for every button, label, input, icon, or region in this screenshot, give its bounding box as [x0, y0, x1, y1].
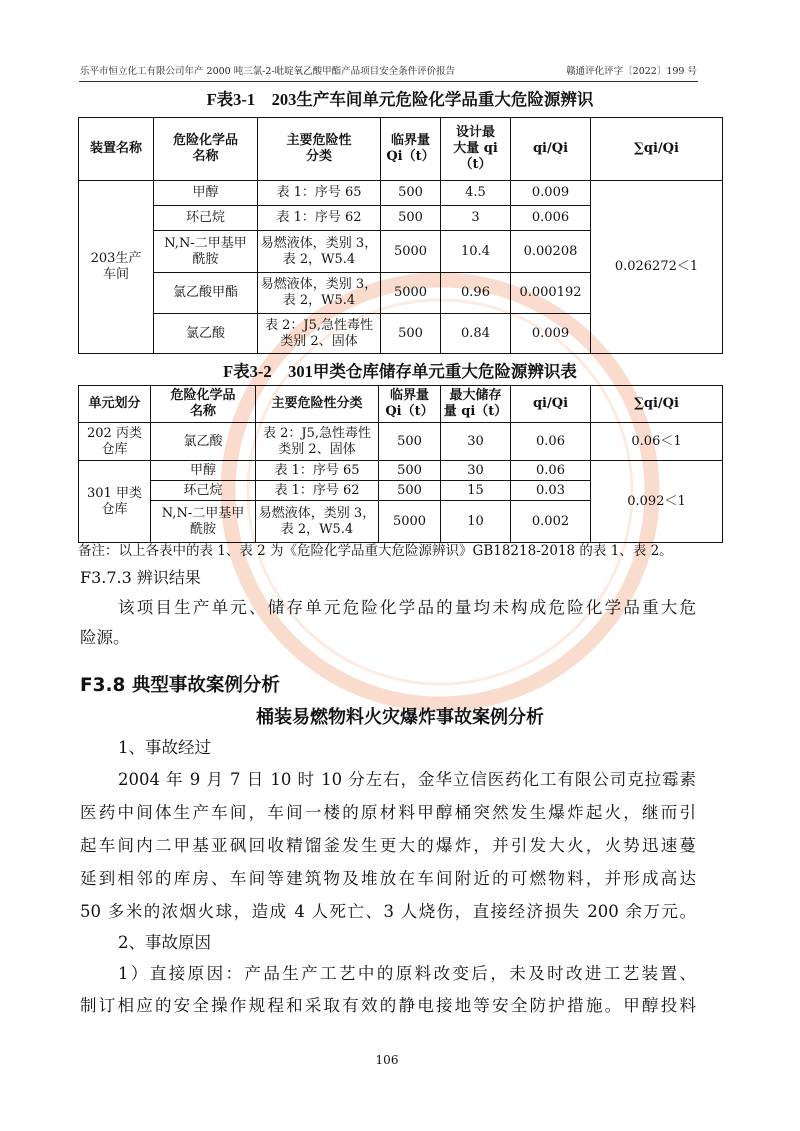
section-heading-f38: F3.8 典型事故案例分析: [80, 675, 280, 696]
max-storage-cell: 10: [441, 501, 511, 543]
unit-cell: 203生产 车间: [79, 181, 154, 354]
hazard-class-cell: 表 1：序号 65: [258, 181, 381, 206]
paragraph-line: 1）直接原因：产品生产工艺中的原料改变后，未及时改进工艺装置、: [118, 964, 696, 983]
column-header-chemical: 危险化学品 名称: [151, 386, 256, 423]
ratio-cell: 0.000192: [511, 273, 591, 314]
max-quantity-cell: 3: [441, 206, 511, 231]
critical-quantity-cell: 500: [381, 314, 441, 354]
critical-quantity-cell: 5000: [381, 231, 441, 273]
table2-caption: F表3-2 301甲类仓库储存单元重大危险源辨识表: [223, 362, 577, 381]
hazard-class-cell: 表 1：序号 62: [258, 206, 381, 231]
column-header-hazard-class: 主要危险性分类: [256, 386, 379, 423]
column-header-max-quantity: 设计最 大量 qi （t）: [441, 118, 511, 181]
table-header-row: [79, 118, 723, 181]
hazard-class-cell: 易燃液体，类别 3， 表 2，W5.4: [258, 231, 381, 273]
column-header-unit: 单元划分: [79, 386, 151, 423]
subheading-accident-process: 1、事故经过: [118, 738, 211, 757]
column-header-ratio-sum: ∑qi/Qi: [591, 118, 723, 181]
chemical-name-cell: N,N-二甲基甲 酰胺: [151, 501, 256, 543]
paragraph-line: 该项目生产单元、储存单元危险化学品的量均未构成危险化学品重大危: [118, 598, 696, 617]
max-quantity-cell: 0.96: [441, 273, 511, 314]
ratio-cell: 0.009: [511, 181, 591, 206]
ratio-cell: 0.006: [511, 206, 591, 231]
hazard-class-cell: 表 1：序号 65: [256, 461, 379, 481]
ratio-cell: 0.009: [511, 314, 591, 354]
column-header-hazard-class: 主要危险性 分类: [258, 118, 381, 181]
chemical-name-cell: 氯乙酸甲酯: [154, 273, 258, 314]
unit-cell: 301 甲类 仓库: [79, 461, 151, 543]
chemical-name-cell: N,N-二甲基甲 酰胺: [154, 231, 258, 273]
ratio-cell: 0.03: [511, 481, 591, 501]
max-quantity-cell: 4.5: [441, 181, 511, 206]
hazard-class-cell: 表 2：J5,急性毒性 类别 2、固体: [256, 423, 379, 461]
hazard-class-cell: 表 2：J5,急性毒性 类别 2、固体: [258, 314, 381, 354]
column-header-max-storage: 最大储存 量 qi（t）: [441, 386, 511, 423]
table-row: [79, 423, 723, 461]
paragraph-line: 2004 年 9 月 7 日 10 时 10 分左右，金华立信医药化工有限公司克拉霉素: [118, 770, 696, 789]
unit-cell: 202 丙类 仓库: [79, 423, 151, 461]
column-header-critical-quantity: 临界量 Qi（t）: [379, 386, 441, 423]
table-header-row: [79, 386, 723, 423]
paragraph-line: 延到相邻的库房、车间等建筑物及堆放在车间附近的可燃物料，并形成高达: [80, 869, 696, 888]
critical-quantity-cell: 500: [379, 461, 441, 481]
column-header-critical-quantity: 临界量 Qi（t）: [381, 118, 441, 181]
critical-quantity-cell: 500: [381, 206, 441, 231]
column-header-ratio: qi/Qi: [511, 118, 591, 181]
hazard-identification-table-203: [78, 117, 723, 354]
hazard-class-cell: 表 1：序号 62: [256, 481, 379, 501]
ratio-sum-cell: 0.06＜1: [591, 423, 723, 461]
max-storage-cell: 30: [441, 423, 511, 461]
section-heading-f373: F3.7.3 辨识结果: [80, 568, 201, 587]
critical-quantity-cell: 5000: [381, 273, 441, 314]
max-quantity-cell: 0.84: [441, 314, 511, 354]
ratio-cell: 0.002: [511, 501, 591, 543]
paragraph-line: 险源。: [80, 628, 130, 647]
ratio-cell: 0.00208: [511, 231, 591, 273]
hazard-identification-table-301: [78, 385, 723, 543]
header-rule: [79, 81, 698, 82]
critical-quantity-cell: 500: [379, 423, 441, 461]
case-title: 桶装易燃物料火灾爆炸事故案例分析: [256, 707, 544, 728]
chemical-name-cell: 环己烷: [151, 481, 256, 501]
paragraph-line: 医药中间体生产车间，车间一楼的原材料甲醇桶突然发生爆炸起火，继而引: [80, 803, 696, 822]
max-quantity-cell: 10.4: [441, 231, 511, 273]
paragraph-line: 起车间内二甲基亚砜回收精馏釜发生更大的爆炸，并引发大火，火势迅速蔓: [80, 836, 696, 855]
hazard-class-cell: 易燃液体，类别 3， 表 2，W5.4: [258, 273, 381, 314]
chemical-name-cell: 甲醇: [154, 181, 258, 206]
critical-quantity-cell: 5000: [379, 501, 441, 543]
table-row: [79, 461, 723, 481]
chemical-name-cell: 氯乙酸: [154, 314, 258, 354]
critical-quantity-cell: 500: [379, 481, 441, 501]
ratio-cell: 0.06: [511, 461, 591, 481]
ratio-cell: 0.06: [511, 423, 591, 461]
paragraph-accident-process: [80, 763, 696, 928]
chemical-name-cell: 甲醇: [151, 461, 256, 481]
paragraph-accident-cause: [80, 958, 696, 1022]
max-storage-cell: 30: [441, 461, 511, 481]
paragraph-identification-result: [80, 593, 696, 653]
chemical-name-cell: 氯乙酸: [151, 423, 256, 461]
column-header-ratio-sum: ∑qi/Qi: [591, 386, 723, 423]
column-header-chemical: 危险化学品 名称: [154, 118, 258, 181]
hazard-class-cell: 易燃液体，类别 3， 表 2，W5.4: [256, 501, 379, 543]
running-header-report-title: 乐平市恒立化工有限公司年产 2000 吨三氯-2-吡啶氧乙酸甲酯产品项目安全条件评价报告: [80, 66, 456, 77]
running-header-report-number: 赣通评化评字〔2022〕199 号: [566, 66, 697, 77]
column-header-ratio: qi/Qi: [511, 386, 591, 423]
max-storage-cell: 15: [441, 481, 511, 501]
ratio-sum-cell: 0.026272＜1: [591, 181, 723, 354]
critical-quantity-cell: 500: [381, 181, 441, 206]
paragraph-line: 制订相应的安全操作规程和采取有效的静电接地等安全防护措施。甲醇投料: [80, 996, 696, 1015]
column-header-unit: 装置名称: [79, 118, 154, 181]
paragraph-line: 50 多米的浓烟火球，造成 4 人死亡、3 人烧伤，直接经济损失 200 余万元。: [80, 902, 696, 921]
subheading-accident-cause: 2、事故原因: [118, 933, 211, 952]
table1-caption: F表3-1 203生产车间单元危险化学品重大危险源辨识: [206, 90, 594, 109]
table-row: [79, 181, 723, 206]
page-number: 106: [375, 1053, 399, 1067]
ratio-sum-cell: 0.092＜1: [591, 461, 723, 543]
chemical-name-cell: 环己烷: [154, 206, 258, 231]
table-footnote: 备注：以上各表中的表 1、表 2 为《危险化学品重大危险源辨识》GB18218-2018 的表 1、表 2。: [78, 543, 673, 559]
